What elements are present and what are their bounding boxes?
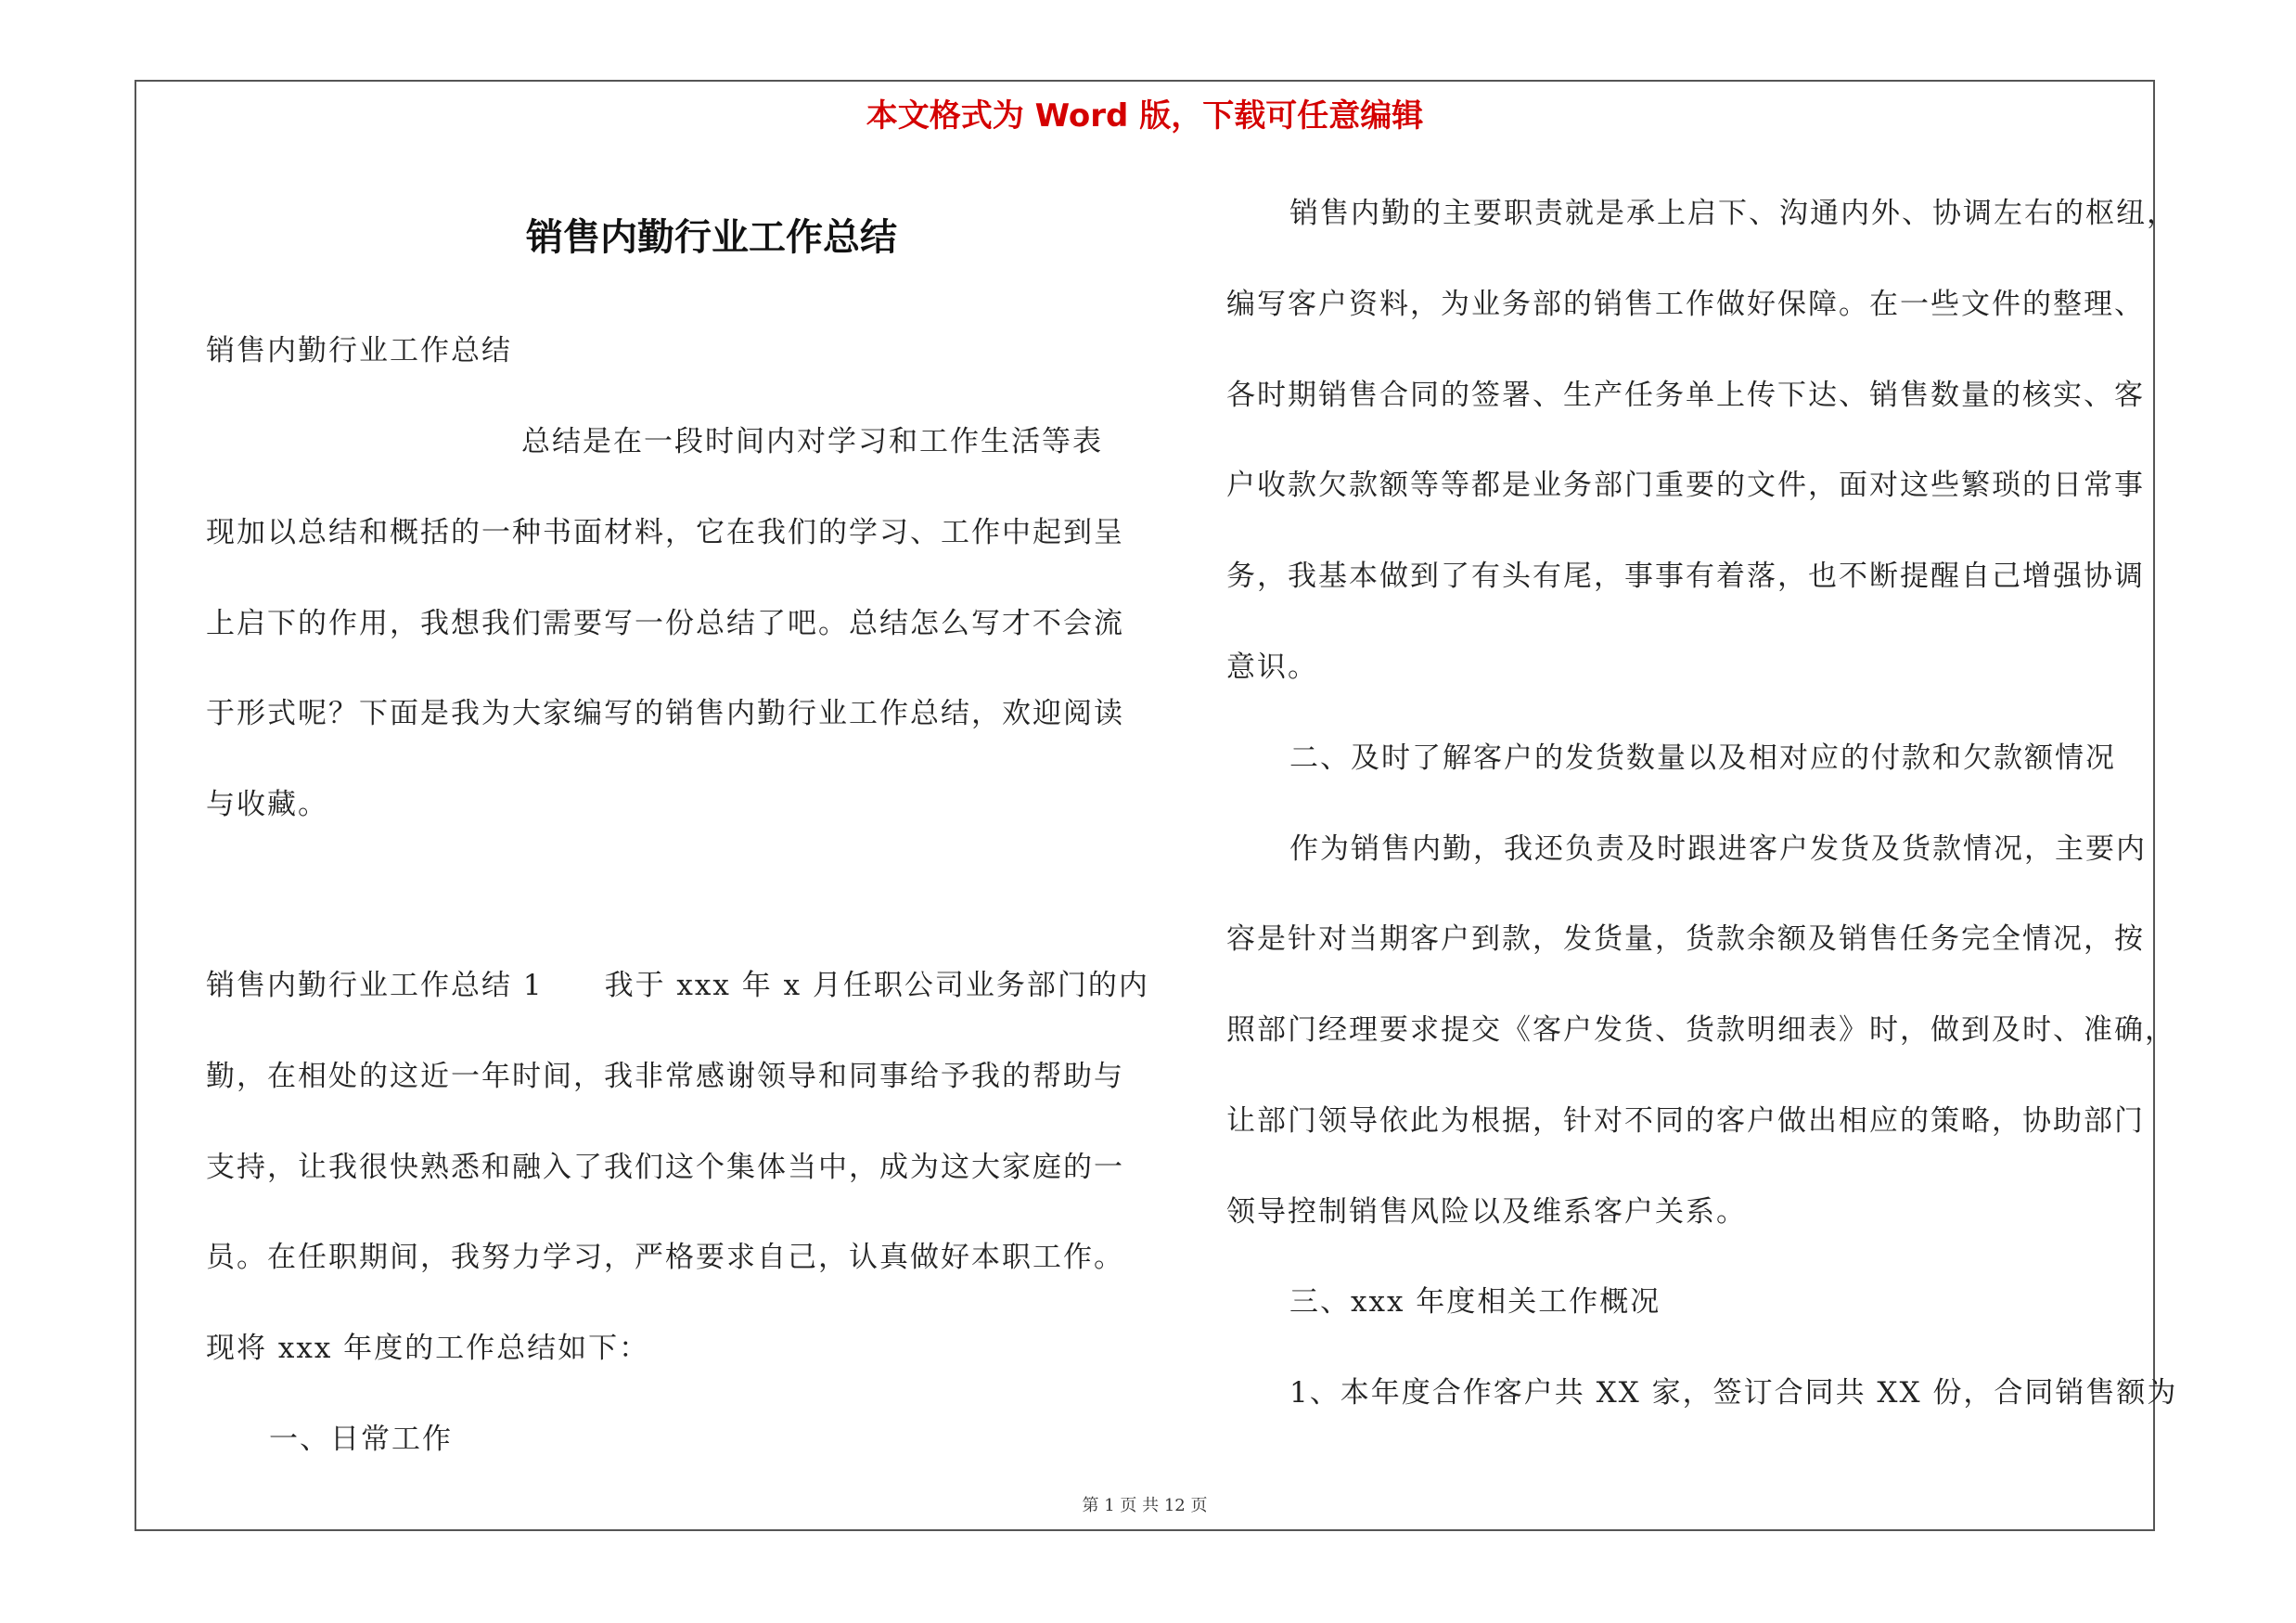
paragraph-line: 现加以总结和概括的一种书面材料，它在我们的学习、工作中起到呈 xyxy=(206,516,1124,549)
paragraph-line: 容是针对当期客户到款，发货量，货款余额及销售任务完全情况，按 xyxy=(1226,922,2145,956)
paragraph-line: 让部门领导依此为根据，针对不同的客户做出相应的策略，协助部门 xyxy=(1226,1104,2145,1138)
paragraph-line: 务，我基本做到了有头有尾，事事有着落，也不断提醒自己增强协调 xyxy=(1226,560,2145,593)
document-title: 销售内勤行业工作总结 xyxy=(526,216,897,259)
document-page xyxy=(135,80,2178,1531)
section-heading: 二、及时了解客户的发货数量以及相对应的付款和欠款额情况 xyxy=(1289,741,2116,775)
paragraph-line: 领导控制销售风险以及维系客户关系。 xyxy=(1226,1195,1747,1229)
paragraph-line: 1、本年度合作客户共 XX 家，签订合同共 XX 份，合同销售额为 xyxy=(1289,1376,2178,1410)
paragraph-line: 勤，在相处的这近一年时间，我非常感谢领导和同事给予我的帮助与 xyxy=(206,1060,1124,1093)
paragraph-line: 意识。 xyxy=(1226,650,1318,684)
paragraph-line: 各时期销售合同的签署、生产任务单上传下达、销售数量的核实、客 xyxy=(1226,379,2145,412)
paragraph-line: 总结是在一段时间内对学习和工作生活等表 xyxy=(521,425,1103,458)
paragraph-line: 现将 xxx 年度的工作总结如下： xyxy=(206,1332,650,1365)
page-number-footer: 第 1 页 共 12 页 xyxy=(1082,1496,1208,1515)
paragraph-line: 支持，让我很快熟悉和融入了我们这个集体当中，成为这大家庭的一 xyxy=(206,1151,1124,1184)
paragraph-line: 编写客户资料，为业务部的销售工作做好保障。在一些文件的整理、 xyxy=(1226,288,2145,321)
paragraph-line: 销售内勤行业工作总结 xyxy=(206,334,512,367)
section-heading: 一、日常工作 xyxy=(269,1423,453,1456)
paragraph-line: 于形式呢？下面是我为大家编写的销售内勤行业工作总结，欢迎阅读 xyxy=(206,697,1124,730)
paragraph-line: 销售内勤行业工作总结 1 我于 xxx 年 x 月任职公司业务部门的内 xyxy=(206,969,1149,1002)
paragraph-line: 销售内勤的主要职责就是承上启下、沟通内外、协调左右的枢纽， xyxy=(1289,197,2177,230)
paragraph-line: 户收款欠款额等等都是业务部门重要的文件，面对这些繁琐的日常事 xyxy=(1226,469,2145,502)
paragraph-line: 上启下的作用，我想我们需要写一份总结了吧。总结怎么写才不会流 xyxy=(206,607,1124,640)
paragraph-line: 员。在任职期间，我努力学习，严格要求自己，认真做好本职工作。 xyxy=(206,1241,1124,1274)
word-format-banner: 本文格式为 Word 版，下载可任意编辑 xyxy=(866,97,1424,135)
paragraph-line: 与收藏。 xyxy=(206,788,328,821)
paragraph-line: 作为销售内勤，我还负责及时跟进客户发货及货款情况，主要内 xyxy=(1289,832,2147,866)
section-heading: 三、xxx 年度相关工作概况 xyxy=(1289,1285,1661,1319)
paragraph-line: 照部门经理要求提交《客户发货、货款明细表》时，做到及时、准确， xyxy=(1226,1013,2175,1047)
